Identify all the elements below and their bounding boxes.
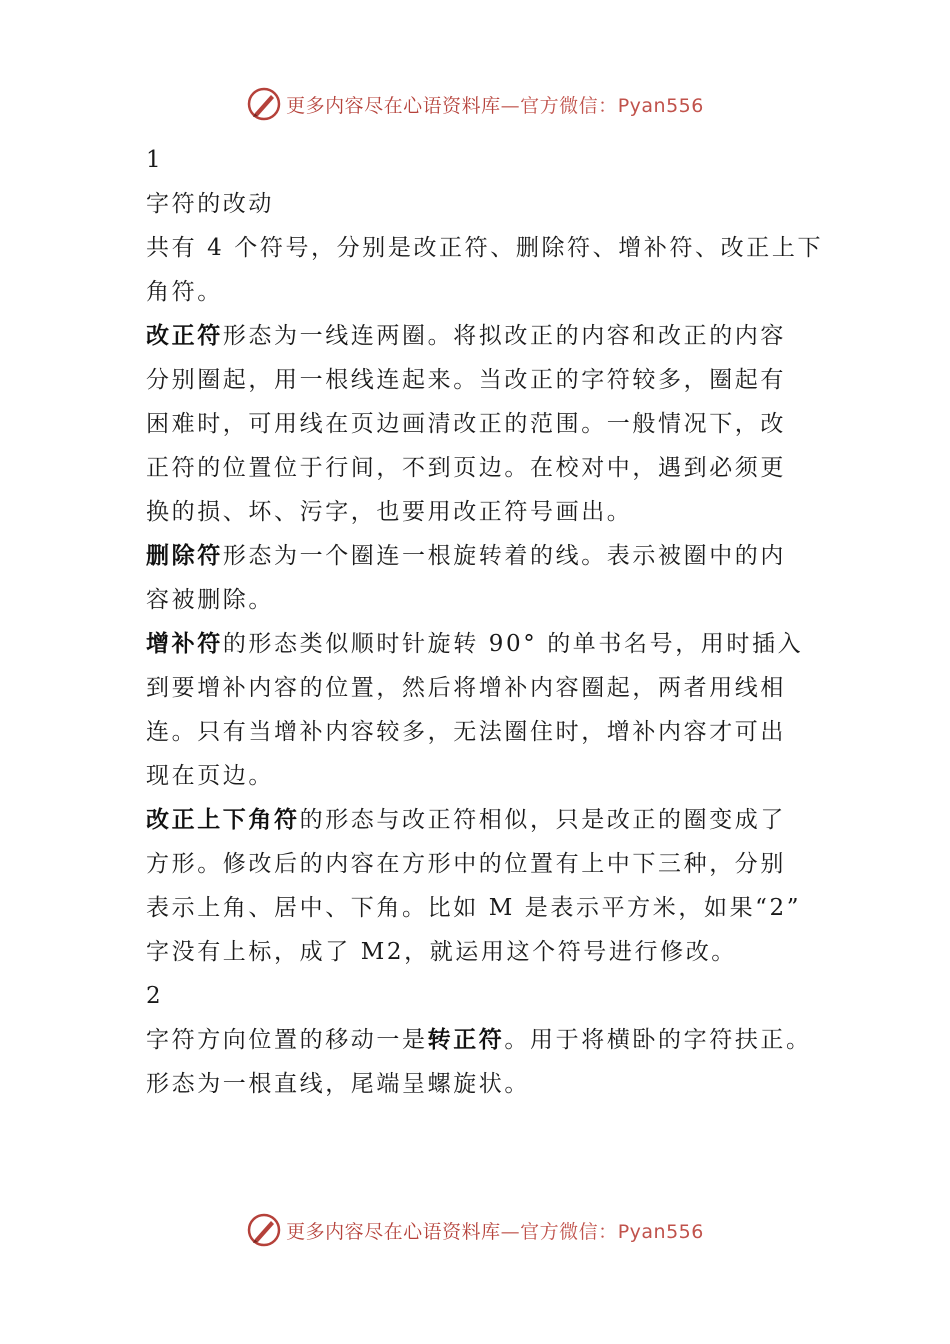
- footer-banner: [0, 1210, 950, 1250]
- bold-term: 删除符: [146, 543, 223, 569]
- header-banner: [0, 84, 950, 124]
- bold-term: 增补符: [146, 631, 223, 657]
- text-segment: 到要增补内容的位置，然后将增补内容圈起，两者用线相: [146, 675, 786, 701]
- text-segment: 正符的位置位于行间，不到页边。在校对中，遇到必须更: [146, 455, 786, 481]
- text-line: [146, 446, 826, 490]
- text-segment: 现在页边。: [146, 763, 274, 789]
- text-line: [146, 1018, 826, 1062]
- text-segment: 表示上角、居中、下角。比如 M 是表示平方米，如果“2”: [146, 895, 802, 921]
- banner-dash: —: [500, 94, 521, 117]
- text-segment: 的形态类似顺时针旋转 90° 的单书名号，用时插入: [222, 631, 804, 657]
- text-line: [146, 358, 826, 402]
- text-segment: 共有 4 个符号，分别是改正符、删除符、增补符、改正上下: [146, 235, 824, 261]
- text-segment: 困难时，可用线在页边画清改正的范围。一般情况下，改: [146, 411, 786, 437]
- text-line: [146, 402, 826, 446]
- banner-wechat-id: Pyan556: [617, 94, 704, 117]
- text-line: [146, 930, 826, 974]
- text-line: [146, 842, 826, 886]
- text-line: [146, 798, 826, 842]
- text-segment: 换的损、坏、污字，也要用改正符号画出。: [146, 499, 633, 525]
- text-line: [146, 710, 826, 754]
- text-segment: 字符的改动: [146, 191, 274, 217]
- banner-wechat-label: 官方微信：: [520, 94, 618, 117]
- pen-circle-icon: [246, 86, 282, 122]
- banner-text: [286, 91, 704, 118]
- text-segment: 容被删除。: [146, 587, 274, 613]
- text-line: [146, 534, 826, 578]
- text-line: [146, 754, 826, 798]
- bold-term: 转正符: [427, 1027, 505, 1053]
- text-segment: 字符方向位置的移动一是: [146, 1027, 428, 1053]
- bold-term: 改正符: [146, 323, 223, 349]
- text-line: [146, 886, 826, 930]
- text-segment: 字没有上标，成了 M2，就运用这个符号进行修改。: [146, 939, 737, 965]
- document-body: [146, 138, 826, 1106]
- text-line: [146, 182, 826, 226]
- text-segment: 方形。修改后的内容在方形中的位置有上中下三种，分别: [146, 851, 786, 877]
- text-segment: 角符。: [146, 279, 223, 305]
- text-line: [146, 1062, 826, 1106]
- text-segment: 连。只有当增补内容较多，无法圈住时，增补内容才可出: [146, 719, 786, 745]
- text-segment: 形态为一线连两圈。将拟改正的内容和改正的内容: [222, 323, 787, 349]
- pen-circle-icon: [246, 1212, 282, 1248]
- text-segment: 形态为一个圈连一根旋转着的线。表示被圈中的内: [222, 543, 787, 569]
- text-line: [146, 226, 826, 270]
- bold-term: 改正上下角符: [146, 807, 300, 833]
- text-line: [146, 622, 826, 666]
- text-line: [146, 666, 826, 710]
- text-line: [146, 270, 826, 314]
- banner-dash: —: [500, 1220, 521, 1243]
- text-segment: 分别圈起，用一根线连起来。当改正的字符较多，圈起有: [146, 367, 786, 393]
- text-line: [146, 974, 826, 1018]
- text-segment: 。用于将横卧的字符扶正。: [504, 1027, 812, 1053]
- text-segment: 2: [146, 983, 164, 1009]
- text-line: [146, 490, 826, 534]
- text-line: [146, 314, 826, 358]
- text-segment: 形态为一根直线，尾端呈螺旋状。: [146, 1071, 530, 1097]
- text-line: [146, 138, 826, 182]
- banner-brand: 更多内容尽在心语资料库: [286, 1220, 501, 1243]
- text-segment: 1: [146, 147, 164, 173]
- banner-brand: 更多内容尽在心语资料库: [286, 94, 501, 117]
- text-segment: 的形态与改正符相似，只是改正的圈变成了: [299, 807, 787, 833]
- text-line: [146, 578, 826, 622]
- banner-wechat-id: Pyan556: [617, 1220, 704, 1243]
- banner-wechat-label: 官方微信：: [520, 1220, 618, 1243]
- banner-text: [286, 1217, 704, 1244]
